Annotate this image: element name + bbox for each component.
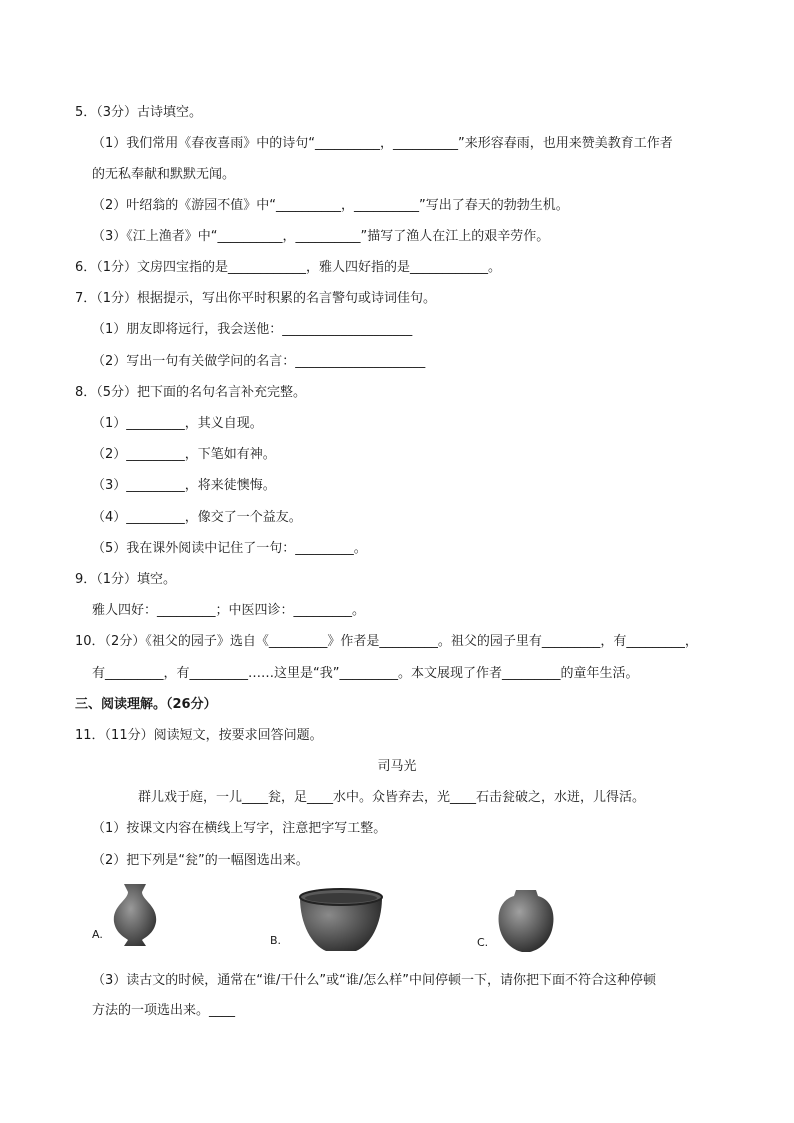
option-c-label: C. bbox=[477, 936, 489, 949]
pot-image bbox=[296, 885, 386, 957]
q11-sub3-line2: 方法的一项选出来。____ bbox=[92, 1003, 236, 1018]
q8-sub4: （4）_________，像交了一个益友。 bbox=[92, 510, 302, 525]
q5-sub1-line1: （1）我们常用《春夜喜雨》中的诗句“__________，__________”来形容春雨，也用来赞美教育工作者 bbox=[92, 136, 673, 151]
q8-sub2: （2）_________，下笔如有神。 bbox=[92, 447, 276, 462]
q8-sub1: （1）_________，其义自现。 bbox=[92, 416, 263, 431]
q9-sub1: 雅人四好：_________；中医四诊：_________。 bbox=[92, 603, 366, 618]
q11-sub3-line1: （3）读古文的时候，通常在“谁/干什么”或“谁/怎么样”中间停顿一下，请你把下面不符合这种停顿 bbox=[92, 973, 656, 988]
q10-line2: 有_________，有_________……这里是“我”_________。本文展现了作者_________的童年生活。 bbox=[92, 666, 639, 681]
q5-sub2: （2）叶绍翁的《游园不值》中“__________，__________”写出了春天的勃勃生机。 bbox=[92, 198, 569, 213]
option-a-label: A. bbox=[92, 928, 103, 941]
q11-sub1: （1）按课文内容在横线上写字，注意把字写工整。 bbox=[92, 821, 387, 836]
q8-title: 8．（5分）把下面的名句名言补充完整。 bbox=[75, 385, 307, 400]
q5-title: 5．（3分）古诗填空。 bbox=[75, 105, 203, 120]
q7-sub2: （2）写出一句有关做学问的名言：____________________ bbox=[92, 354, 426, 369]
q11-sub2: （2）把下列是“瓮”的一幅图选出来。 bbox=[92, 853, 309, 868]
section-heading: 三、阅读理解。（26分） bbox=[75, 697, 217, 712]
jar-image bbox=[496, 888, 556, 954]
q7-title: 7．（1分）根据提示，写出你平时积累的名言警句或诗词佳句。 bbox=[75, 291, 437, 306]
passage-title: 司马光 bbox=[377, 759, 417, 774]
q7-sub1: （1）朋友即将远行，我会送他：____________________ bbox=[92, 322, 413, 337]
q8-sub3: （3）_________，将来徒懊悔。 bbox=[92, 478, 276, 493]
q8-sub5: （5）我在课外阅读中记住了一句：_________。 bbox=[92, 541, 367, 556]
q5-sub3: （3）《江上渔者》中“__________，__________”描写了渔人在江上的艰辛劳作。 bbox=[92, 229, 550, 244]
q5-sub1-line2: 的无私奉献和默默无闻。 bbox=[92, 167, 236, 182]
vase-image bbox=[106, 882, 164, 948]
passage-text: 群儿戏于庭，一儿____瓮，足____水中。众皆弃去，光____石击瓮破之，水迸，儿得活。 bbox=[138, 790, 646, 805]
q6-text: 6．（1分）文房四宝指的是____________，雅人四好指的是____________。 bbox=[75, 260, 502, 275]
q9-title: 9．（1分）填空。 bbox=[75, 572, 177, 587]
q11-title: 11．（11分）阅读短文，按要求回答问题。 bbox=[75, 728, 323, 743]
q10-line1: 10．（2分）《祖父的园子》选自《_________》作者是_________。祖父的园子里有_________，有_________， bbox=[75, 634, 698, 649]
option-b-label: B. bbox=[270, 934, 282, 947]
